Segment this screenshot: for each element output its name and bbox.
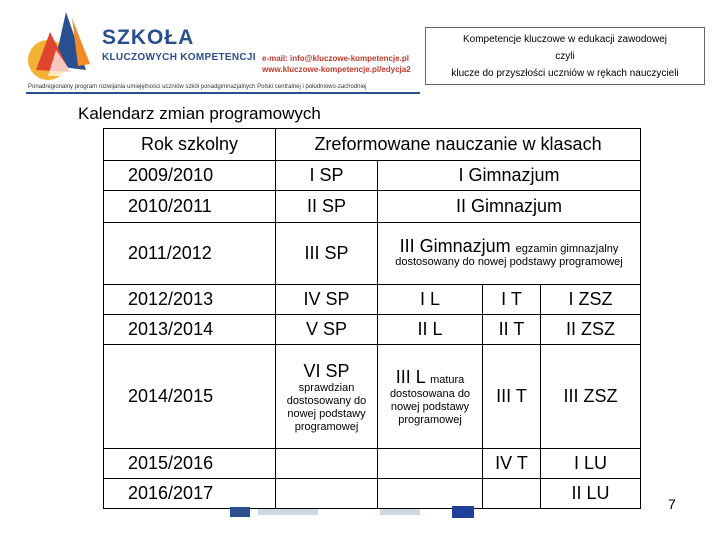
empty-cell: [378, 449, 483, 479]
box-line-2: czyli: [555, 51, 575, 62]
lu-cell: II LU: [541, 479, 641, 509]
school-logo-icon: [26, 10, 106, 82]
table-row: [104, 479, 641, 509]
calendar-table: [103, 128, 641, 509]
gim-cell: [378, 223, 641, 285]
year-cell: 2013/2014: [104, 315, 276, 345]
zsz-cell: III ZSZ: [541, 345, 641, 449]
contact-info: [262, 53, 411, 75]
sp-label: VI SP: [303, 360, 350, 381]
eu-funding-logos-icon: [230, 505, 490, 519]
t-cell: III T: [483, 345, 541, 449]
year-cell: 2009/2010: [104, 161, 276, 191]
t-cell: I T: [483, 285, 541, 315]
matura-label: matura: [430, 374, 465, 386]
year-cell: 2015/2016: [104, 449, 276, 479]
empty-cell: [276, 449, 378, 479]
sp-note: sprawdzian dostosowany do nowej podstawy programowej: [286, 381, 367, 433]
zsz-cell: II ZSZ: [541, 315, 641, 345]
header-classes: Zreformowane nauczanie w klasach: [276, 129, 641, 161]
sp-cell: [276, 345, 378, 449]
gim-cell: II Gimnazjum: [378, 191, 641, 223]
l-cell: [378, 345, 483, 449]
table-row: [104, 345, 641, 449]
empty-cell: [483, 479, 541, 509]
l-label-wrap: [382, 366, 478, 388]
t-cell: IV T: [483, 449, 541, 479]
matura-note: dostosowana do nowej podstawy programowej: [389, 388, 471, 426]
table-row: [104, 285, 641, 315]
empty-cell: [378, 479, 483, 509]
logo-subtitle: KLUCZOWYCH KOMPETENCJI: [102, 52, 256, 63]
sp-cell: IV SP: [276, 285, 378, 315]
year-cell: 2011/2012: [104, 223, 276, 285]
page-title: Kalendarz zmian programowych: [78, 104, 321, 123]
tagline: Ponadregionalny program rozwijania umiejętności uczniów szkół ponadgimnazjalnych Polski centralnej i południowo-zachodniej: [28, 84, 367, 90]
table-row: [104, 191, 641, 223]
program-box: [425, 27, 705, 85]
table-row: [104, 449, 641, 479]
box-line-3: klucze do przyszłości uczniów w rękach nauczycieli: [451, 68, 679, 79]
sp-cell: II SP: [276, 191, 378, 223]
sp-cell: III SP: [276, 223, 378, 285]
table-row: [104, 315, 641, 345]
lu-cell: I LU: [541, 449, 641, 479]
sp-cell: V SP: [276, 315, 378, 345]
l-label: III L: [395, 367, 426, 387]
year-cell: 2010/2011: [104, 191, 276, 223]
contact-email: e-mail: info@kluczowe-kompetencje.pl: [262, 54, 409, 63]
table-row: [104, 223, 641, 285]
l-cell: I L: [378, 285, 483, 315]
exam-note: dostosowany do nowej podstawy programowej: [395, 255, 623, 268]
table-header-row: [104, 129, 641, 161]
header-divider: [26, 92, 420, 94]
contact-www[interactable]: www.kluczowe-kompetencje.pl/edycja2: [262, 65, 411, 74]
zsz-cell: I ZSZ: [541, 285, 641, 315]
sp-cell: I SP: [276, 161, 378, 191]
l-cell: II L: [378, 315, 483, 345]
table-row: [104, 161, 641, 191]
empty-cell: [276, 479, 378, 509]
header-year: Rok szkolny: [104, 129, 276, 161]
page-number: 7: [668, 496, 676, 512]
logo-title: SZKOŁA: [102, 26, 195, 49]
header: [0, 0, 720, 95]
year-cell: 2012/2013: [104, 285, 276, 315]
box-line-1: Kompetencje kluczowe w edukacji zawodowej: [463, 34, 667, 45]
year-cell: 2016/2017: [104, 479, 276, 509]
year-cell: 2014/2015: [104, 345, 276, 449]
exam-label: egzamin gimnazjalny: [515, 242, 619, 255]
t-cell: II T: [483, 315, 541, 345]
gim-cell: I Gimnazjum: [378, 161, 641, 191]
gim-label: III Gimnazjum: [399, 235, 511, 256]
